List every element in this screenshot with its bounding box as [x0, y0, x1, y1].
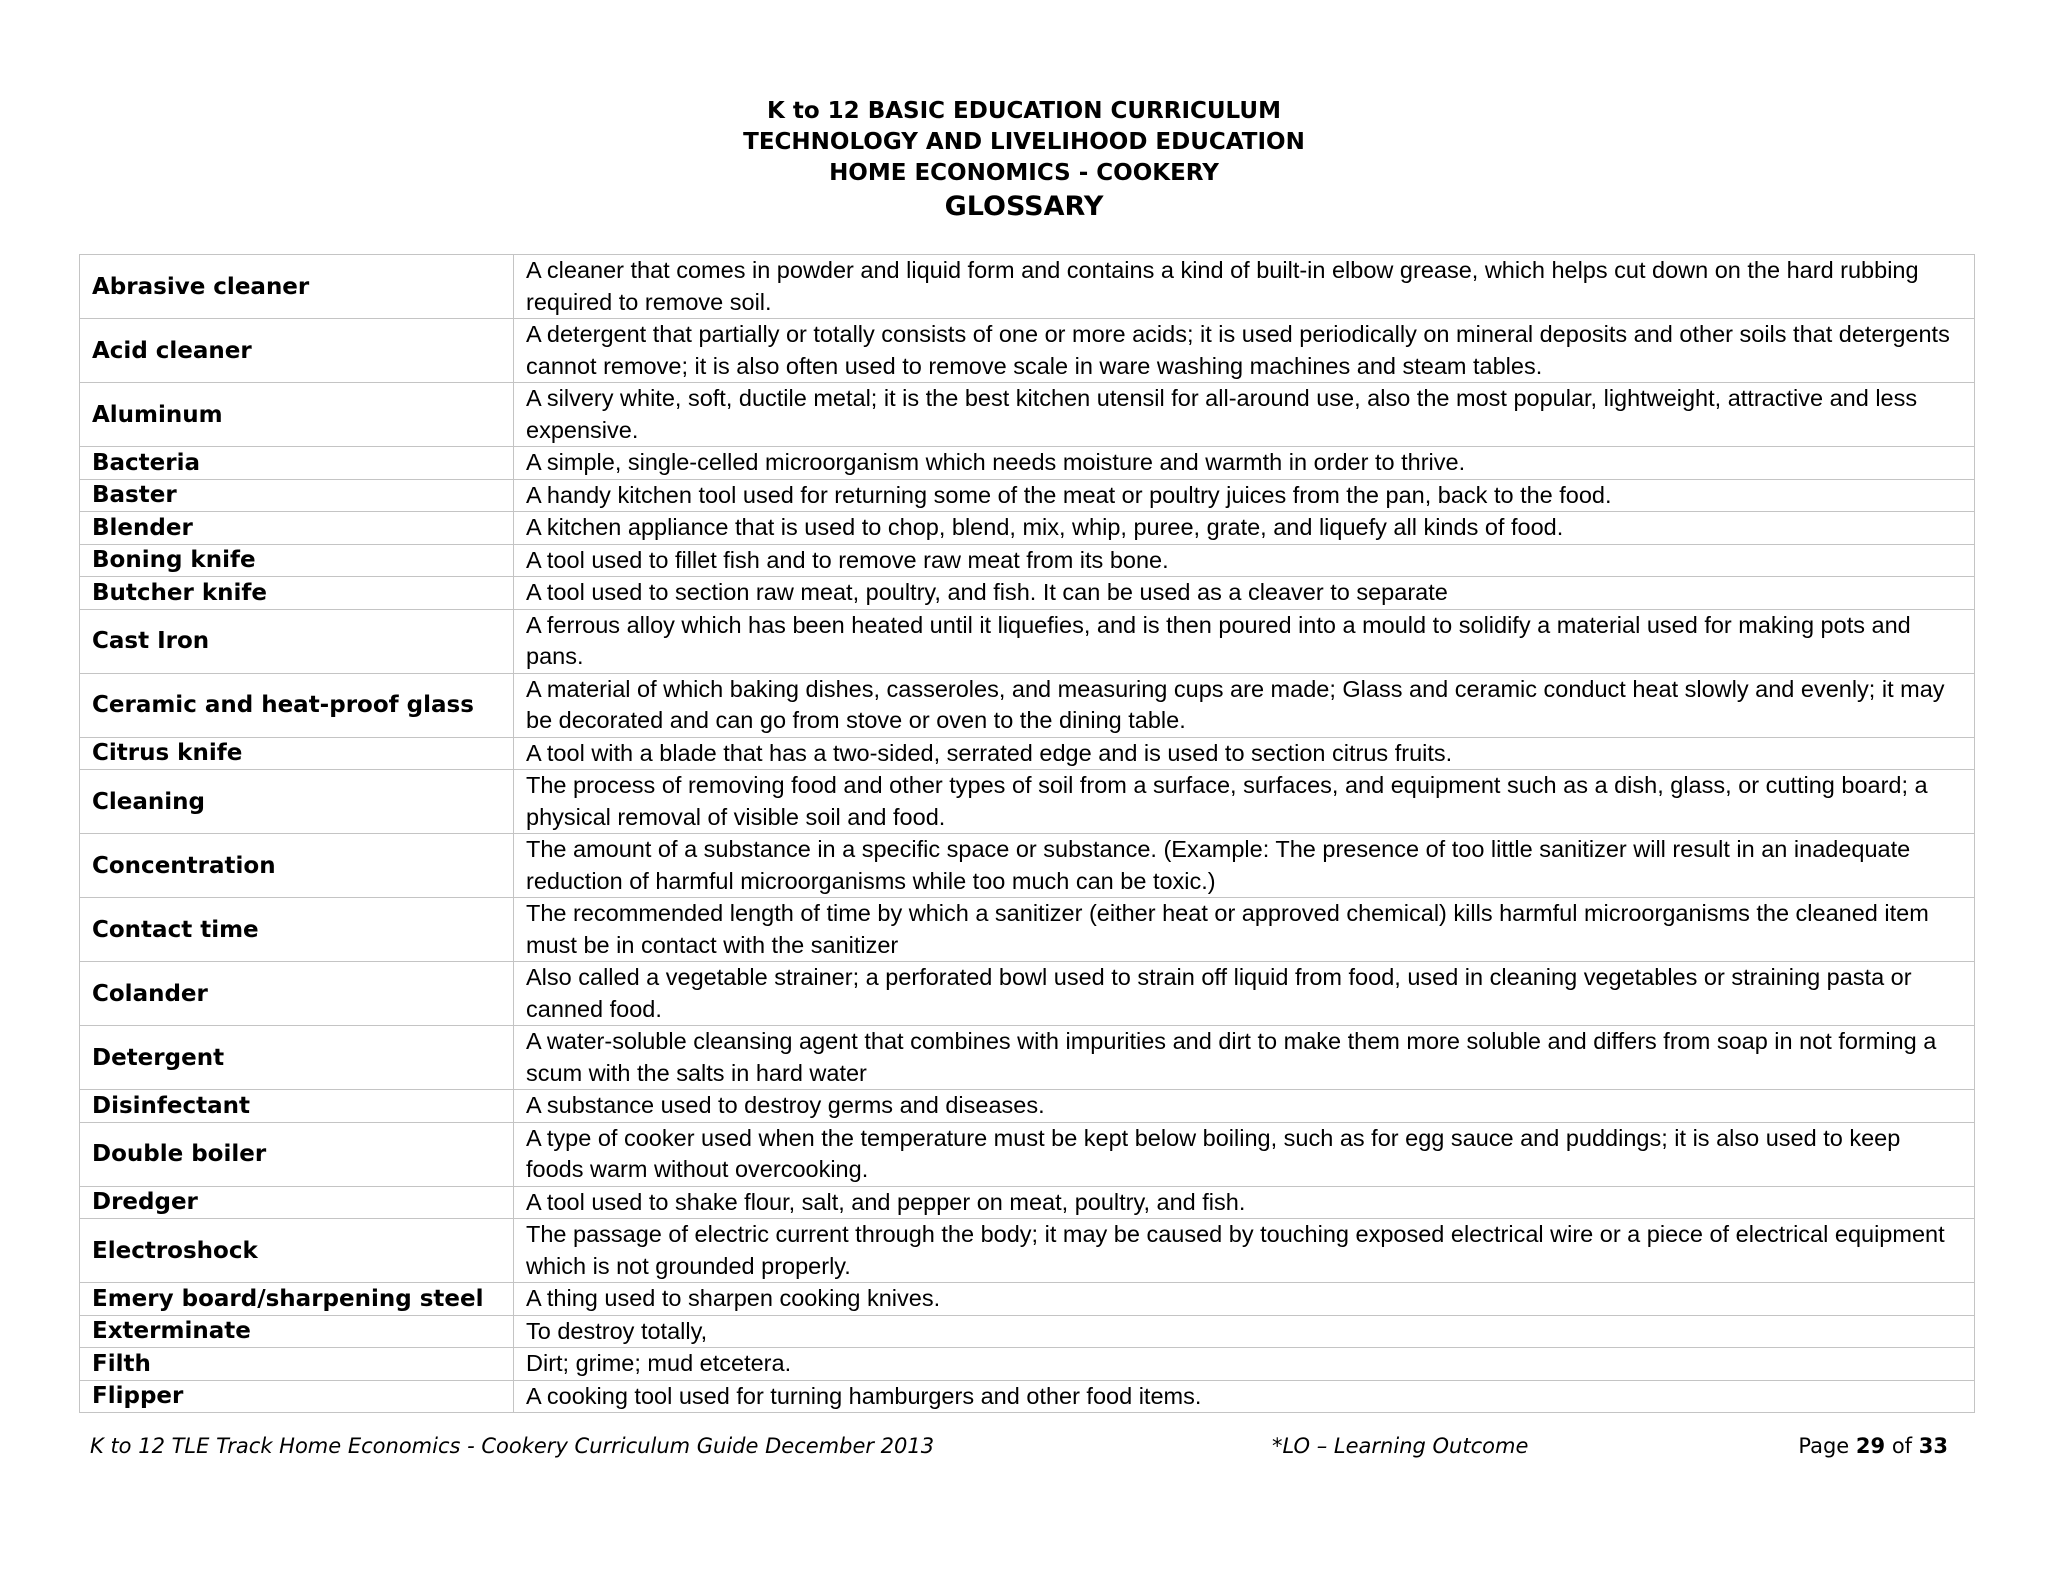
page-number [1798, 1430, 1948, 1462]
glossary-row [80, 1186, 1975, 1219]
glossary-definition: The recommended length of time by which a sanitizer (either heat or approved chemical) kills harmful microorganisms the cleaned item must be in contact with the sanitizer [514, 898, 1975, 962]
glossary-term: Dredger [80, 1186, 514, 1219]
footer-guide-title: K to 12 TLE Track Home Economics - Cookery Curriculum Guide December 2013 [90, 1434, 935, 1458]
glossary-definition: A tool used to shake flour, salt, and pepper on meat, poultry, and fish. [514, 1186, 1975, 1219]
glossary-definition: A silvery white, soft, ductile metal; it is the best kitchen utensil for all-around use, also the most popular, lightweight, attractive and less expensive. [514, 383, 1975, 447]
glossary-term: Aluminum [80, 383, 514, 447]
glossary-definition: Also called a vegetable strainer; a perforated bowl used to strain off liquid from food, used in cleaning vegetables or straining pasta or canned food. [514, 962, 1975, 1026]
glossary-term: Acid cleaner [80, 319, 514, 383]
glossary-row [80, 1122, 1975, 1186]
glossary-definition: A water-soluble cleansing agent that combines with impurities and dirt to make them more soluble and differs from soap in not forming a scum with the salts in hard water [514, 1026, 1975, 1090]
glossary-row [80, 255, 1975, 319]
glossary-term: Flipper [80, 1380, 514, 1413]
glossary-definition: A ferrous alloy which has been heated until it liquefies, and is then poured into a mould to solidify a material used for making pots and pans. [514, 609, 1975, 673]
course-title: HOME ECONOMICS - COOKERY [829, 160, 1219, 186]
glossary-row [80, 1348, 1975, 1381]
glossary-definition: A tool used to section raw meat, poultry, and fish. It can be used as a cleaver to separate [514, 577, 1975, 610]
glossary-definition: A cleaner that comes in powder and liquid form and contains a kind of built-in elbow grease, which helps cut down on the hard rubbing required to remove soil. [514, 255, 1975, 319]
glossary-term: Abrasive cleaner [80, 255, 514, 319]
glossary-row [80, 609, 1975, 673]
glossary-term: Blender [80, 512, 514, 545]
glossary-definition: A cooking tool used for turning hamburgers and other food items. [514, 1380, 1975, 1413]
glossary-term: Contact time [80, 898, 514, 962]
glossary-definition: A tool with a blade that has a two-sided, serrated edge and is used to section citrus fruits. [514, 737, 1975, 770]
curriculum-title: K to 12 BASIC EDUCATION CURRICULUM [767, 98, 1281, 124]
glossary-term: Bacteria [80, 447, 514, 480]
glossary-definition: A thing used to sharpen cooking knives. [514, 1283, 1975, 1316]
footer-lo-note: *LO – Learning Outcome [1272, 1434, 1529, 1458]
glossary-definition: A type of cooker used when the temperature must be kept below boiling, such as for egg sauce and puddings; it is also used to keep foods warm without overcooking. [514, 1122, 1975, 1186]
glossary-term: Exterminate [80, 1315, 514, 1348]
glossary-row [80, 1219, 1975, 1283]
glossary-row [80, 479, 1975, 512]
glossary-term: Emery board/sharpening steel [80, 1283, 514, 1316]
glossary-row [80, 770, 1975, 834]
page-prefix: Page [1798, 1434, 1850, 1458]
glossary-definition: The amount of a substance in a specific space or substance. (Example: The presence of too little sanitizer will result in an inadequate reduction of harmful microorganisms while too much can be toxic.) [514, 834, 1975, 898]
glossary-definition: A substance used to destroy germs and diseases. [514, 1090, 1975, 1123]
glossary-term: Butcher knife [80, 577, 514, 610]
glossary-term: Cleaning [80, 770, 514, 834]
glossary-row [80, 962, 1975, 1026]
glossary-term: Electroshock [80, 1219, 514, 1283]
page-footer [90, 1430, 1948, 1462]
glossary-row [80, 1380, 1975, 1413]
subject-title: TECHNOLOGY AND LIVELIHOOD EDUCATION [743, 129, 1305, 155]
glossary-definition: The passage of electric current through the body; it may be caused by touching exposed electrical wire or a piece of electrical equipment which is not grounded properly. [514, 1219, 1975, 1283]
glossary-row [80, 447, 1975, 480]
glossary-row [80, 544, 1975, 577]
glossary-table-body [80, 255, 1975, 1413]
glossary-row [80, 383, 1975, 447]
glossary-definition: A detergent that partially or totally consists of one or more acids; it is used periodically on mineral deposits and other soils that detergents cannot remove; it is also often used to remove scale in ware washing machines and steam tables. [514, 319, 1975, 383]
glossary-term: Filth [80, 1348, 514, 1381]
glossary-row [80, 1283, 1975, 1316]
page-title: GLOSSARY [944, 191, 1104, 222]
glossary-term: Baster [80, 479, 514, 512]
glossary-definition: A tool used to fillet fish and to remove raw meat from its bone. [514, 544, 1975, 577]
page-total: 33 [1918, 1434, 1948, 1458]
glossary-term: Ceramic and heat-proof glass [80, 673, 514, 737]
glossary-row [80, 512, 1975, 545]
document-header [0, 96, 2048, 225]
glossary-row [80, 673, 1975, 737]
glossary-row [80, 834, 1975, 898]
glossary-definition: A material of which baking dishes, casseroles, and measuring cups are made; Glass and ceramic conduct heat slowly and evenly; it may be decorated and can go from stove or oven to the dining table. [514, 673, 1975, 737]
glossary-row [80, 319, 1975, 383]
glossary-term: Disinfectant [80, 1090, 514, 1123]
glossary-term: Citrus knife [80, 737, 514, 770]
glossary-row [80, 1315, 1975, 1348]
glossary-definition: A simple, single-celled microorganism which needs moisture and warmth in order to thrive. [514, 447, 1975, 480]
glossary-definition: A handy kitchen tool used for returning some of the meat or poultry juices from the pan, back to the food. [514, 479, 1975, 512]
glossary-definition: Dirt; grime; mud etcetera. [514, 1348, 1975, 1381]
glossary-term: Colander [80, 962, 514, 1026]
glossary-term: Double boiler [80, 1122, 514, 1186]
glossary-definition: The process of removing food and other types of soil from a surface, surfaces, and equipment such as a dish, glass, or cutting board; a physical removal of visible soil and food. [514, 770, 1975, 834]
page-of: of [1891, 1434, 1913, 1458]
glossary-row [80, 1090, 1975, 1123]
glossary-row [80, 898, 1975, 962]
glossary-term: Detergent [80, 1026, 514, 1090]
glossary-definition: To destroy totally, [514, 1315, 1975, 1348]
glossary-definition: A kitchen appliance that is used to chop, blend, mix, whip, puree, grate, and liquefy all kinds of food. [514, 512, 1975, 545]
glossary-row [80, 737, 1975, 770]
page-current: 29 [1855, 1434, 1886, 1458]
glossary-term: Boning knife [80, 544, 514, 577]
glossary-term: Cast Iron [80, 609, 514, 673]
glossary-row [80, 1026, 1975, 1090]
glossary-row [80, 577, 1975, 610]
glossary-term: Concentration [80, 834, 514, 898]
glossary-table [79, 254, 1975, 1413]
